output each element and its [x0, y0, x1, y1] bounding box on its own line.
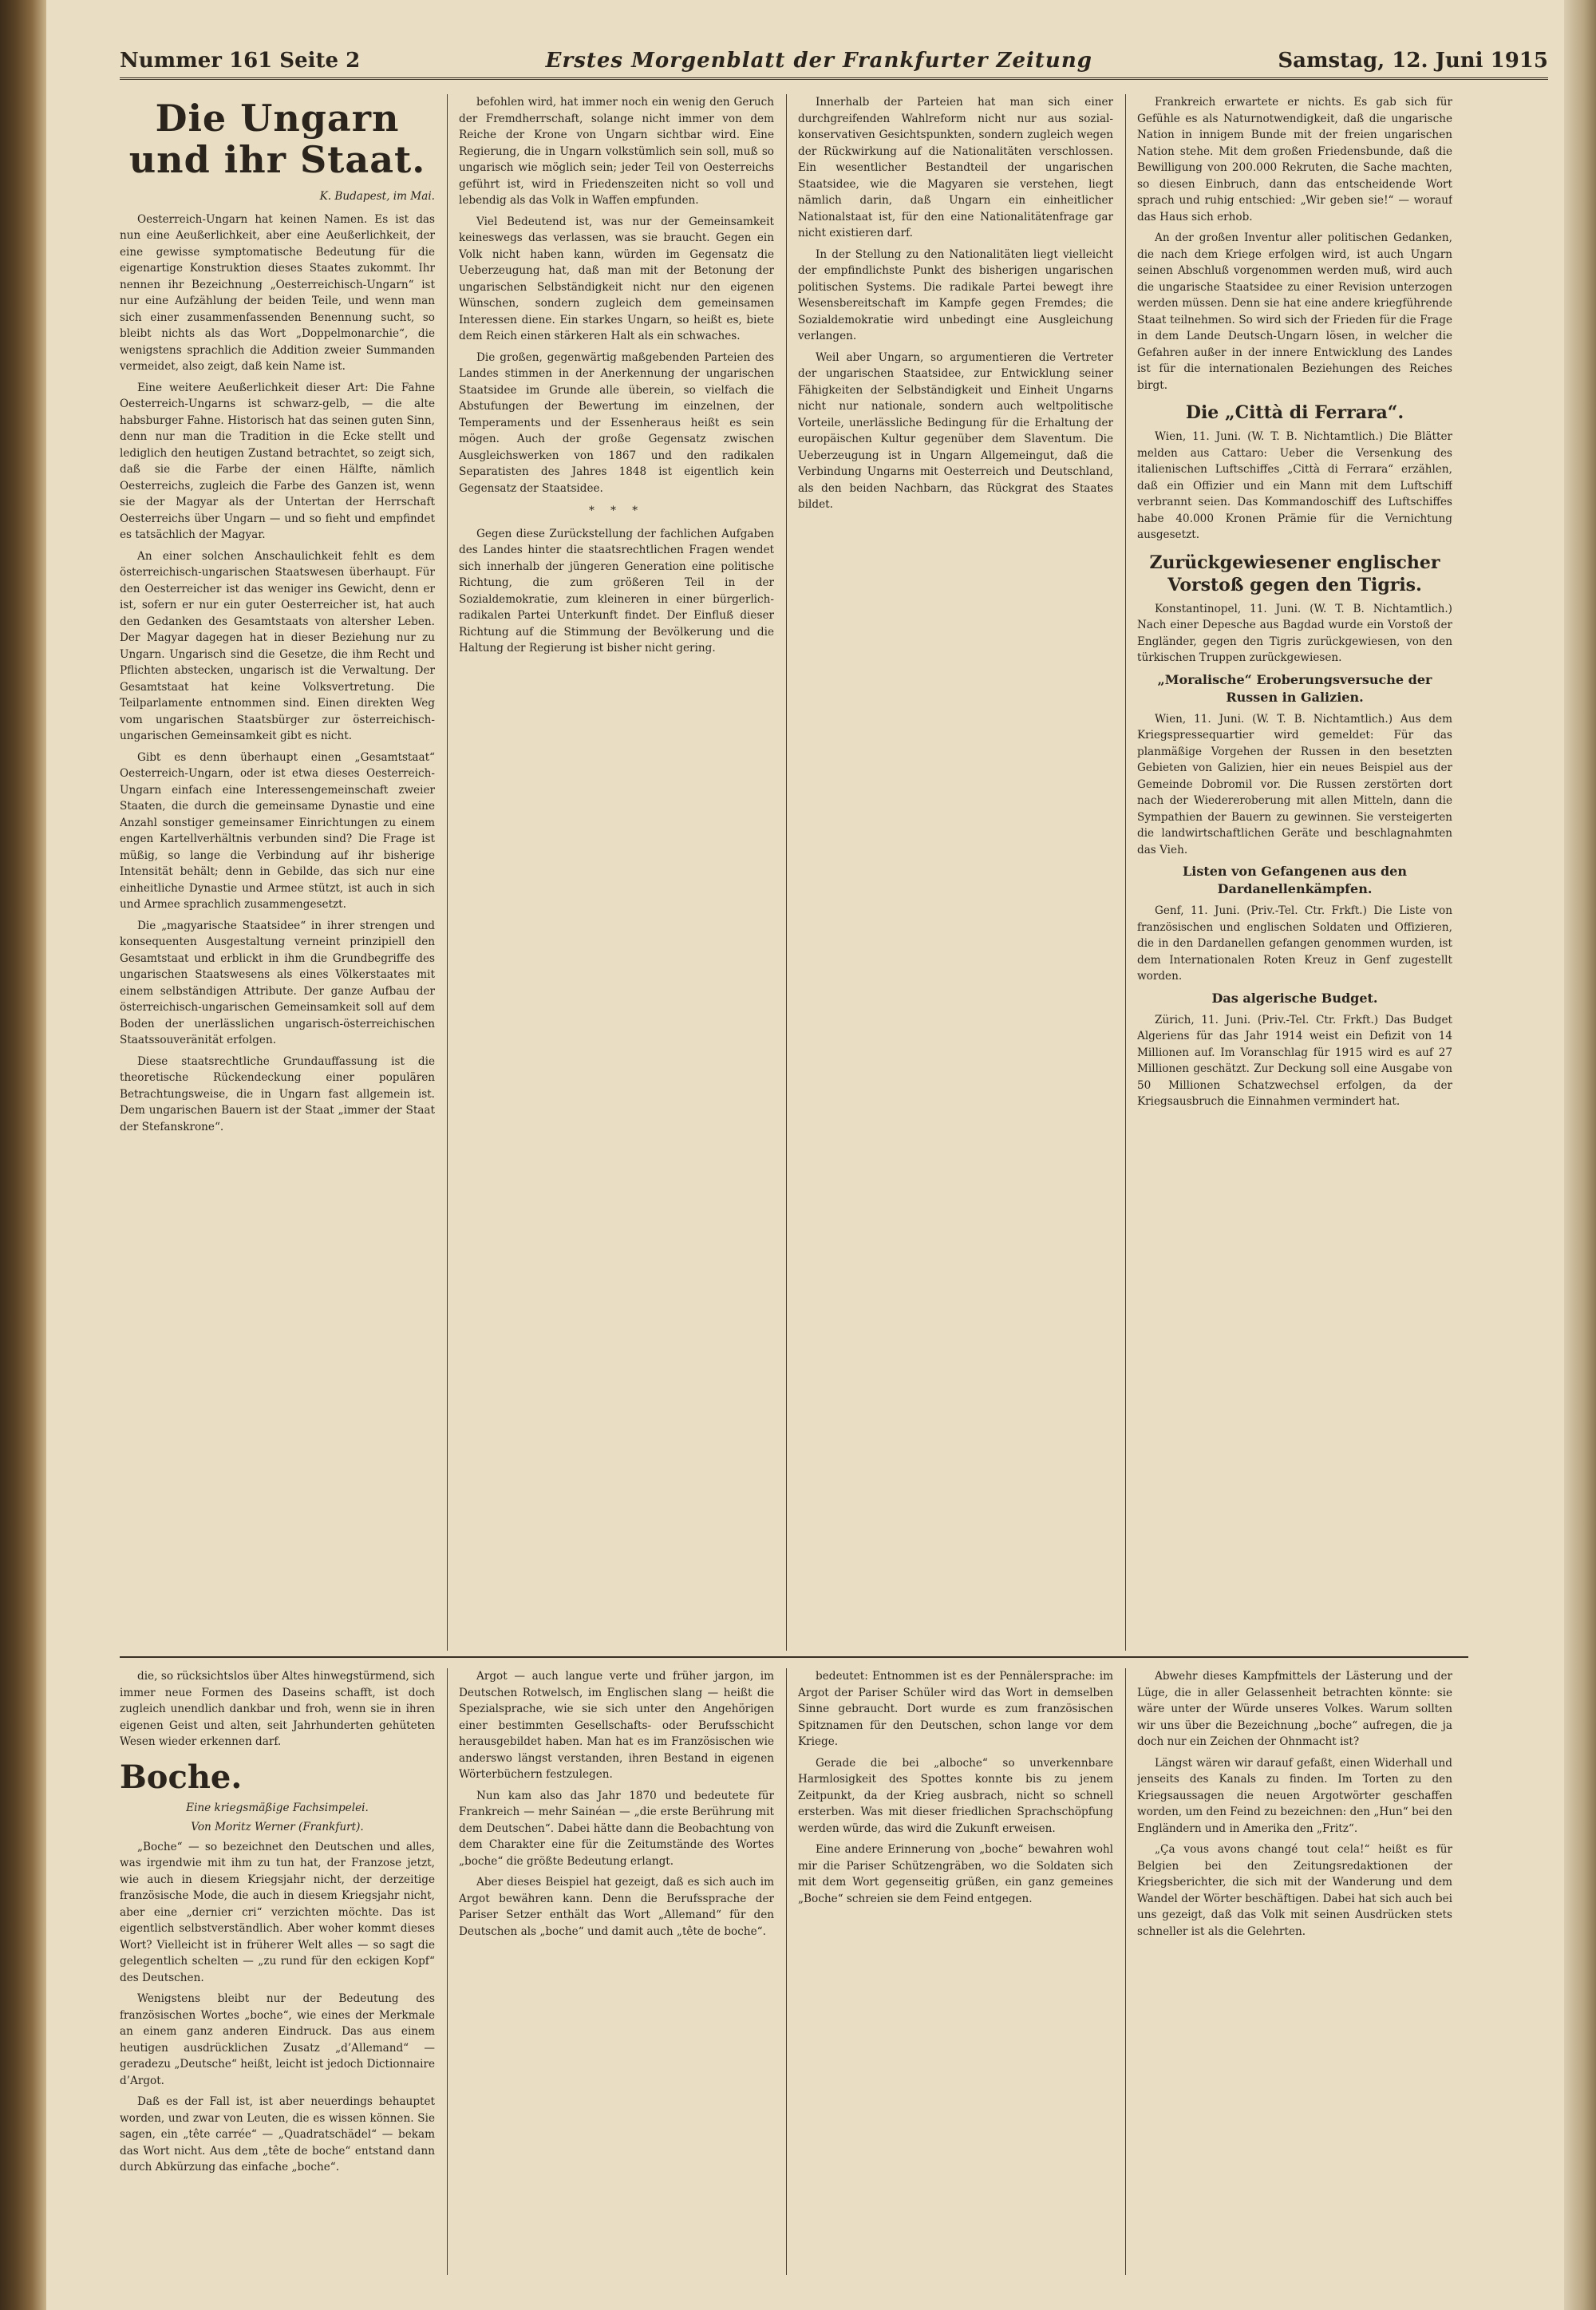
feuilleton-subtitle: Eine kriegsmäßige Fachsimpelei. — [186, 1801, 369, 1814]
book-binding — [0, 0, 46, 2310]
paragraph: Die „magyarische Staatsidee“ in ihrer strengen und konsequenten Ausgestaltung verneint prinzipiell den Gesamtstaat und erblickt in ihm die Grundbegriffe des ungarischen Staatswesens als eines Völkerstaates mit einem selbständigen Attribute. Der ganze Aufbau der österreichisch-ungarischen Gemeinsamkeit soll auf dem Boden der unerlässlichen ungarisch-österreichischen Staatssouveränität erfolgen. — [120, 919, 435, 1046]
paragraph: Diese staatsrechtliche Grundauffassung ist die theoretische Rückendeckung einer populären Betrachtungsweise, die in Ungarn fast allgemein ist. Dem ungarischen Bauern ist der Staat „immer der Staat der Stefanskrone“. — [120, 1054, 435, 1133]
headline-russen: „Moralische“ Eroberungsversuche der Russen in Galizien. — [1157, 671, 1432, 705]
headline-budget: Das algerische Budget. — [1211, 990, 1378, 1006]
issue-number: Nummer 161 Seite 2 — [120, 49, 361, 73]
column-1 — [120, 94, 435, 1651]
feuilleton-title: Boche. — [120, 1758, 243, 1796]
paragraph: Die großen, gegenwärtig maßgebenden Parteien des Landes stimmen in der Anerkennung der ungarischen Staatsidee im Grunde alle überein, so vielfach die Abstufungen der Bewertung im einzelnen, der Temperaments und der Essenheraus heißt es sein mögen. Auch der große Gegensatz zwischen Ausgleichswerken von 1867 und den radikalen Separatisten des Jahres 1848 ist eigentlich kein Gegensatz der Staatsidee. — [459, 350, 774, 495]
article-dateline: K. Budapest, im Mai. — [319, 190, 435, 203]
paragraph: bedeutet: Entnommen ist es der Pennälersprache: im Argot der Pariser Schüler wird das Wort in demselben Sinne gebraucht. Dort wurde es zum französischen Spitznamen für den Deutschen, schon lange vor dem Kriege. — [798, 1670, 1113, 1748]
paragraph: Eine weitere Aeußerlichkeit dieser Art: Die Fahne Oesterreich-Ungarns ist schwarz-gelb, — die alte habsburger Fahne. Historisch hat das seinen guten Sinn, denn nur man die Tradition in die Ecke stellt und lediglich den heutigen Zustand betrachtet, so zeigt sich, daß sie die Farbe der einen Hälfte, nämlich Oesterreichs, zugleich die Farbe des Ganzen ist, wenn sie der Magyar als der Untertan der Herrschaft Oesterreichs über Ungarn — und so fieht und empfindet es tatsächlich der Magyar. — [120, 381, 435, 541]
paragraph: die, so rücksichtslos über Altes hinwegstürmend, sich immer neue Formen des Daseins schafft, ist doch zugleich unendlich dankbar und froh, wenn sie in ihren eigenen Geist und alten, seit Jahrhunderten gehüteten Wesen wieder erkennen darf. — [120, 1670, 435, 1748]
paragraph: Eine andere Erinnerung von „boche“ bewahren wohl mir die Pariser Schützengräben, wo die Soldaten sich mit dem Wort gegenseitig grüßen, ein ganz gemeines „Boche“ schreien sie dem Feind entgegen. — [798, 1843, 1113, 1905]
paragraph: Wenigstens bleibt nur der Bedeutung des französischen Wortes „boche“, wie eines der Merkmale an einem ganz anderen Eindruck. Das aus einem heutigen ausdrücklichen Zusatz „d’Allemand“ — geradezu „Deutsche“ heißt, leicht ist jedoch Dictionnaire d’Argot. — [120, 1992, 435, 2087]
headline-gefangen: Listen von Gefangenen aus den Dardanellenkämpfen. — [1183, 864, 1407, 896]
column-rule — [786, 94, 787, 1651]
paragraph: Längst wären wir darauf gefaßt, einen Widerhall und jenseits des Kanals zu finden. Im Torten zu den Kriegsaussagen die neuen Argotwörter geschaffen worden, um den Feind zu bezeichnen: den „Hun“ bei den Engländern und in Amerika den „Fritz“. — [1137, 1756, 1452, 1835]
feuilleton-column-2 — [459, 1668, 774, 2275]
paragraph: An einer solchen Anschaulichkeit fehlt es dem österreichisch-ungarischen Staatswesen überhaupt. Für den Oesterreicher ist das weniger ins Gewicht, denn er ist, sofern er nur ein guter Oesterreicher ist, hat auch den Gedanken des Gesamtstaats von altersher Leben. Der Magyar dagegen hat in dieser Beziehung nur zu Ungarn. Ungarisch sind die Gesetze, die ihm Recht und Pflichten abstecken, ungarisch ist die Verwaltung. Der Gesamtstaat hat keine Volksvertretung. Die Teilparlamente entnommen sind. Einen direkten Weg vom ungarischen Staatsbürger zur österreichisch-ungarischen Gemeinsamkeit gibt es nicht. — [120, 549, 435, 742]
feuilleton-rule — [120, 1656, 1468, 1658]
paragraph: Gerade die bei „alboche“ so unverkennbare Harmlosigkeit des Spottes konnte bis zu jenem Zeitpunkt, da der Krieg ausbrach, nicht so schnell ersterben. Was mit dieser friedlichen Sprachschöpfung werden würde, das wird die Zukunft erweisen. — [798, 1756, 1113, 1835]
column-2 — [459, 94, 774, 1651]
paragraph: Frankreich erwartete er nichts. Es gab sich für Gefühle es als Naturnotwendigkeit, daß die ungarische Nation in innigem Bunde mit der freien ungarischen Nation stehe. Mit dem großen Friedensbunde, daß die Bewilligung von 200.000 Rekruten, die Sache machten, so diesen Einbruch, dann das entscheidende Wort sprach und ruhig entschied: „Wir geben sie!“ — worauf das Haus sich erhob. — [1137, 96, 1452, 223]
feuilleton-author: Von Moritz Werner (Frankfurt). — [191, 1821, 364, 1833]
paragraph: Genf, 11. Juni. (Priv.-Tel. Ctr. Frkft.) Die Liste von französischen und englischen Soldaten und Offizieren, die in den Dardanellen gefangen genommen wurden, ist dem Internationalen Roten Kreuz in Genf zugestellt worden. — [1137, 904, 1452, 983]
paragraph: Argot — auch langue verte und früher jargon, im Deutschen Rotwelsch, im Englischen slang — heißt die Spezialsprache, wie sie sich unter den Angehörigen einer bestimmten Gesellschafts- oder Berufsschicht herausgebildet haben. Man hat es im Französischen wie anderswo längst verstanden, ihren Bestand in eigenen Wörterbüchern festzulegen. — [459, 1670, 774, 1781]
paragraph: „Ça vous avons changé tout cela!“ heißt es für Belgien bei den Zeitungsredaktionen der Kriegsberichter, die sich mit der Wanderung und dem Wandel der Wörter beschäftigen. Dabei hat sich auch bei uns gezeigt, daß das Volk mit seinen Ausdrücken stets schneller ist als die Gelehrten. — [1137, 1843, 1452, 1938]
column-rule — [447, 94, 448, 1651]
column-3 — [798, 94, 1113, 1651]
headline-citta: Die „Città di Ferrara“. — [1185, 402, 1404, 423]
paragraph: befohlen wird, hat immer noch ein wenig den Geruch der Fremdherrschaft, solange nicht immer von dem Reiche der Krone von Ungarn sichtbar wird. Eine Regierung, die in Ungarn volkstümlich sein soll, muß so ungarisch wie möglich sein; jeder Teil von Oesterreichs geführt ist, wird in Friedenszeiten nicht so voll und lebendig als das Volk in Waffen empfunden. — [459, 96, 774, 207]
paragraph: Innerhalb der Parteien hat man sich einer durchgreifenden Wahlreform nicht nur aus sozial-konservativen Gesichtspunkten, sondern zugleich wegen der Rückwirkung auf die Nationalitäten verschlossen. Ein wesentlicher Bestandteil der ungarischen Staatsidee, wie die Magyaren sie verstehen, liegt nämlich darin, daß Ungarn ein einheitlicher Nationalstaat ist, für den eine Nationalitätenfrage gar nicht existieren darf. — [798, 96, 1113, 239]
paragraph: Oesterreich-Ungarn hat keinen Namen. Es ist das nun eine Aeußerlichkeit, aber eine Aeußerlichkeit, der eine gewisse symptomatische Bedeutung für die eigenartige Konstruktion dieses Staates zukommt. Ihr nennen ihr Bezeichnung „Oesterreichisch-Ungarn“ ist nur eine Aufzählung der beiden Teile, und wenn man sich einer zusammenfassenden Benennung sucht, so bleibt nichts als das Wort „Doppelmonarchie“, die wenigstens sprachlich die Addition zweier Summanden vermeidet, also zeigt, daß kein Name ist. — [120, 212, 435, 373]
masthead — [120, 48, 1548, 80]
feuilleton-column-1 — [120, 1668, 435, 2275]
column-rule — [447, 1668, 448, 2275]
article-title-ungarn: Die Ungarn und ihr Staat. — [128, 97, 426, 181]
paragraph: Nun kam also das Jahr 1870 und bedeutete für Frankreich — mehr Sainéan — „die erste Berührung mit dem Deutschen“. Dabei hätte dann die Beobachtung von dem Charakter eine für die Zeitumstände des Wortes „boche“ die größte Bedeutung erlangt. — [459, 1789, 774, 1868]
paragraph: Konstantinopel, 11. Juni. (W. T. B. Nichtamtlich.) Nach einer Depesche aus Bagdad wurde ein Vorstoß der Engländer, gegen den Tigris zurückgewiesen, von den türkischen Truppen zurückgewiesen. — [1137, 602, 1452, 664]
paragraph: Wien, 11. Juni. (W. T. B. Nichtamtlich.) Die Blätter melden aus Cattaro: Ueber die Versenkung des italienischen Luftschiffes „Città di Ferrara“ erzählen, daß ein Offizier und ein Mann mit dem Luftschiff verbrannt seien. Das Kommandoschiff des Luftschiffes habe 40.000 Kronen Prämie für die Vernichtung ausgesetzt. — [1137, 430, 1452, 541]
feuilleton-column-3 — [798, 1668, 1113, 2275]
next-page-edge — [1564, 0, 1596, 2310]
paragraph: Weil aber Ungarn, so argumentieren die Vertreter der ungarischen Staatsidee, zur Entwicklung seiner Fähigkeiten der Selbständigkeit und Einheit Ungarns nicht nur nationale, sondern auch weltpolitische Vorteile, unerlässliche Bedingung für die Erhaltung der europäischen Kultur gegenüber dem Slaventum. Die Ueberzeugung ist in Ungarn Allgemeingut, daß die Verbindung Ungarns mit Oesterreich und Deutschland, als den beiden Nachbarn, das Rückgrat des Staates bildet. — [798, 350, 1113, 511]
paragraph: „Boche“ — so bezeichnet den Deutschen und alles, was irgendwie mit ihm zu tun hat, der Franzose jetzt, wie auch in diesem Kriegsjahr nicht, der derzeitige französische Mode, die auch in diesem Kriegsjahr nicht, aber eine „dernier cri“ verzichten möchte. Das ist eigentlich selbstverständlich. Aber woher kommt dieses Wort? Vielleicht ist in früherer Welt alles — so sagt die gelegentlich schelten — „zu rund für den eckigen Kopf“ des Deutschen. — [120, 1840, 435, 1984]
paragraph: Wien, 11. Juni. (W. T. B. Nichtamtlich.) Aus dem Kriegspressequartier wird gemeldet: Für das planmäßige Vorgehen der Russen in den besetzten Gebieten von Galizien, hier ein neues Beispiel aus der Gemeinde Dobromil vor. Die Russen zerstörten dort nach der Wiedereroberung mit allen Mitteln, dann die Sympathien der Bauern zu gewinnen. Sie versteigerten die landwirtschaftlichen Geräte und beschlagnahmten das Vieh. — [1137, 712, 1452, 856]
column-4 — [1137, 94, 1452, 1651]
paragraph: In der Stellung zu den Nationalitäten liegt vielleicht der empfindlichste Punkt des bisherigen ungarischen politischen Systems. Die radikale Partei bewegt ihre Wesensbereitschaft im Kampfe gegen Fremdes; die Sozialdemokratie wird unbedingt eine Ausgleichung verlangen. — [798, 247, 1113, 342]
paragraph: Abwehr dieses Kampfmittels der Lästerung und der Lüge, die in aller Gelassenheit betrachten könnte: sie wäre unter der Würde unseres Volkes. Warum sollten wir uns über die Bezeichnung „boche“ aufregen, die ja doch nur ein Zeichen der Ohnmacht ist? — [1137, 1670, 1452, 1748]
paragraph: Gibt es denn überhaupt einen „Gesamtstaat“ Oesterreich-Ungarn, oder ist etwa dieses Oesterreich-Ungarn einfach eine Interessengemeinschaft zweier Staaten, die durch die gemeinsame Dynastie und eine Anzahl sonstiger gemeinsamer Einrichtungen zu einem engen Kartellverhältnis verbunden sind? Die Frage ist müßig, so lange die Verbindung auf ihr bisherige Intensität behält; denn in Gebilde, das sich nur eine einheitliche Dynastie und Armee stützt, ist auch in sich und Armee sprachlich zusammengesetzt. — [120, 750, 435, 911]
paragraph: Aber dieses Beispiel hat gezeigt, daß es sich auch im Argot bewähren kann. Denn die Berufssprache der Pariser Setzer enthält das Wort „Allemand“ für den Deutschen als „boche“ und damit auch „tête de boche“. — [459, 1876, 774, 1938]
column-rule — [1125, 94, 1126, 1651]
headline-tigris: Zurückgewiesener englischer Vorstoß gegen den Tigris. — [1149, 552, 1440, 595]
paragraph: An der großen Inventur aller politischen Gedanken, die nach dem Kriege erfolgen wird, ist auch Ungarn seinen Abschluß vorgenommen werden muß, wird auch die ungarische Staatsidee zu einer Revision unterzogen werden müssen. Denn sie hat eine andere kriegführende Staat teilnehmen. So wird sich der Frieden für die Frage in dem Lande Deutsch-Ungarn lösen, in welcher die Gefahren außer in der innere Entwicklung des Landes ist für die internationalen Beziehungen des Reiches birgt. — [1137, 231, 1452, 392]
paragraph: Zürich, 11. Juni. (Priv.-Tel. Ctr. Frkft.) Das Budget Algeriens für das Jahr 1914 weist ein Defizit von 14 Millionen auf. Im Voranschlag für 1915 wird es auf 27 Millionen geschätzt. Zur Deckung soll eine Ausgabe von 50 Millionen Schatzwechsel erfolgen, da der Kriegsausbruch die Einnahmen vermindert hat. — [1137, 1013, 1452, 1108]
divider: * * * — [588, 504, 645, 517]
column-rule — [786, 1668, 787, 2275]
paragraph: Viel Bedeutend ist, was nur der Gemeinsamkeit keineswegs das verlassen, was sie braucht. Gegen ein Volk nicht haben kann, würden im Gegensatz die Ueberzeugung hat, daß man mit der Betonung der ungarischen Selbständigkeit nicht nur den eigenen Wünschen, sondern zugleich dem gemeinsamen Interessen diene. Ein starkes Ungarn, so heißt es, biete dem Reich einen stärkeren Halt als ein schwaches. — [459, 215, 774, 342]
issue-date: Samstag, 12. Juni 1915 — [1278, 49, 1548, 73]
newspaper-name: Erstes Morgenblatt der Frankfurter Zeitung — [545, 49, 1092, 73]
column-rule — [1125, 1668, 1126, 2275]
feuilleton-column-4 — [1137, 1668, 1452, 2275]
paragraph: Daß es der Fall ist, ist aber neuerdings behauptet worden, und zwar von Leuten, die es wissen können. Sie sagen, ein „tête carrée“ — „Quadratschädel“ — bekam das Wort nicht. Aus dem „tête de boche“ entstand dann durch Abkürzung das einfache „boche“. — [120, 2095, 435, 2174]
paragraph: Gegen diese Zurückstellung der fachlichen Aufgaben des Landes hinter die staatsrechtlichen Fragen wendet sich innerhalb der jüngeren Generation eine politische Richtung, die zum größeren Teil in der Sozialdemokratie, zum kleineren in einer bürgerlich-radikalen Partei Unterkunft findet. Der Einfluß dieser Richtung auf die Stimmung der Bevölkerung und die Haltung der Regierung ist bisher nicht gering. — [459, 527, 774, 655]
newspaper-page — [120, 48, 1548, 2283]
